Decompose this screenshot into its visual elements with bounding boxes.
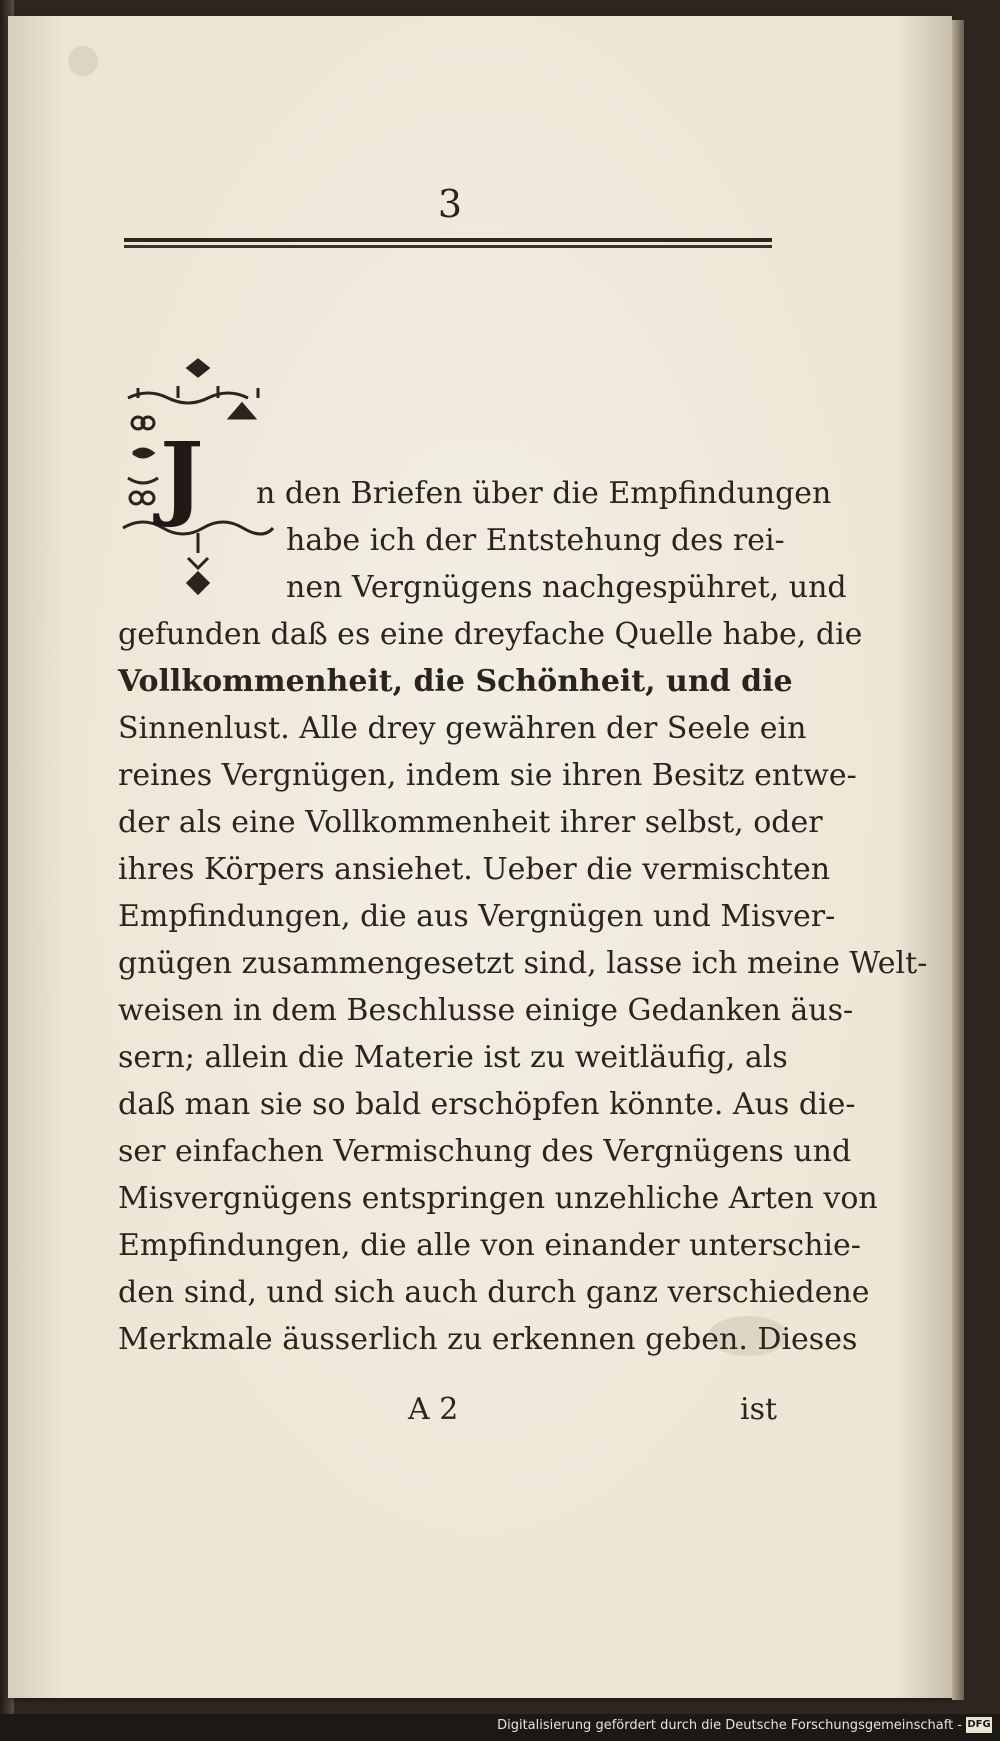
text-line: Empfindungen, die aus Vergnügen und Misver-	[118, 899, 836, 934]
text-line: habe ich der Entstehung des rei-	[286, 523, 785, 558]
text-line: Vollkommenheit, die Schönheit, und die	[118, 664, 793, 699]
text-line: daß man sie so bald erschöpfen könnte. Aus die-	[118, 1087, 856, 1122]
text-line: weisen in dem Beschlusse einige Gedanken äus-	[118, 993, 854, 1028]
text-line: Merkmale äusserlich zu erkennen geben. Dieses	[118, 1322, 858, 1357]
text-line: der als eine Vollkommenheit ihrer selbst, oder	[118, 805, 823, 840]
dfg-logo: DFG	[966, 1717, 992, 1733]
page-edge-shadow	[952, 20, 964, 1700]
catchword: ist	[740, 1392, 778, 1427]
text-line: gnügen zusammengesetzt sind, lasse ich meine Welt-	[118, 946, 928, 981]
header-rule	[124, 238, 772, 250]
paper-stain	[68, 46, 98, 76]
text-line: ihres Körpers ansiehet. Ueber die vermischten	[118, 852, 831, 887]
text-line: den sind, und sich auch durch ganz verschiedene	[118, 1275, 870, 1310]
signature-mark: A 2	[408, 1392, 459, 1427]
text-line: sern; allein die Materie ist zu weitläufig, als	[118, 1040, 788, 1075]
text-line: nen Vergnügens nachgespühret, und	[286, 570, 847, 605]
text-line: Empfindungen, die alle von einander unterschie-	[118, 1228, 861, 1263]
digitization-credit: Digitalisierung gefördert durch die Deutsche Forschungsgemeinschaft -	[497, 1718, 962, 1733]
text-line: reines Vergnügen, indem sie ihren Besitz entwe-	[118, 758, 857, 793]
text-line: gefunden daß es eine dreyfache Quelle habe, die	[118, 617, 863, 652]
page-number: 3	[437, 182, 463, 226]
initial-letter: J	[160, 422, 204, 530]
text-line: Misvergnügens entspringen unzehliche Arten von	[118, 1181, 878, 1216]
text-line: n den Briefen über die Empfindungen	[256, 476, 832, 511]
text-line: Sinnenlust. Alle drey gewähren der Seele ein	[118, 711, 807, 746]
text-line: ser einfachen Vermischung des Vergnügens und	[118, 1134, 852, 1169]
